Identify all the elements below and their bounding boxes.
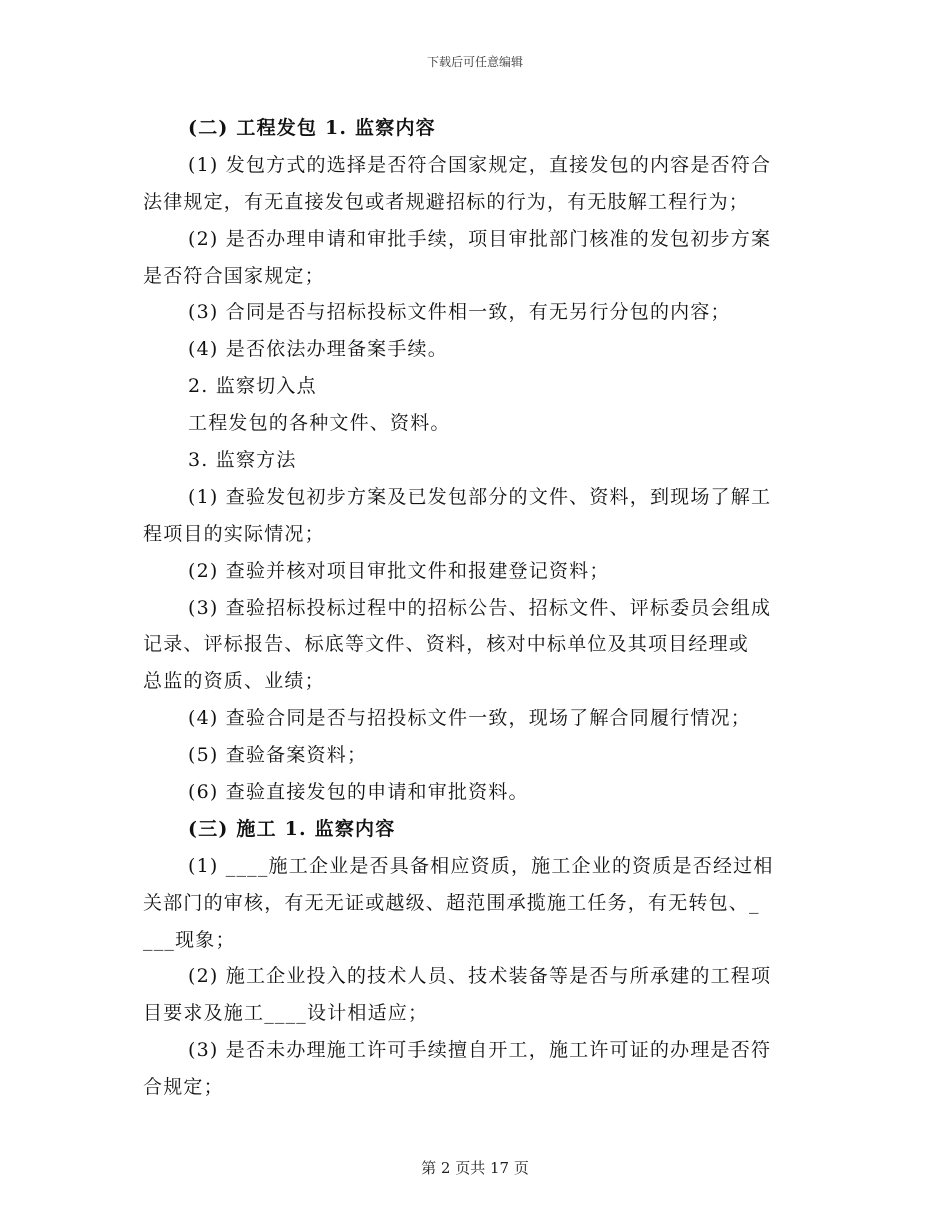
text-line: 总监的资质、业绩； — [143, 670, 325, 693]
text-line: (3) 合同是否与招标投标文件相一致，有无另行分包的内容； — [188, 301, 731, 324]
text-line: 是否符合国家规定； — [143, 264, 325, 287]
text-line: 程项目的实际情况； — [143, 522, 325, 545]
text-line: (1) 发包方式的选择是否符合国家规定，直接发包的内容是否符合 — [188, 153, 772, 176]
page-header: 下载后可任意编辑 — [426, 55, 523, 69]
text-line: 3. 监察方法 — [188, 449, 297, 472]
text-line: (4) 查验合同是否与招投标文件一致，现场了解合同履行情况； — [188, 707, 751, 730]
text-line: (6) 查验直接发包的申请和审批资料。 — [188, 781, 529, 804]
text-line: (2) 施工企业投入的技术人员、技术装备等是否与所承建的工程项 — [188, 965, 772, 988]
text-line: 记录、评标报告、标底等文件、资料，核对中标单位及其项目经理或 — [143, 633, 750, 656]
page-footer: 第 2 页共 17 页 — [421, 1159, 529, 1177]
text-line: (2) 查验并核对项目审批文件和报建登记资料； — [188, 559, 610, 582]
text-line: 工程发包的各种文件、资料。 — [188, 412, 451, 435]
text-line: 合规定； — [143, 1076, 224, 1099]
text-line: 法律规定，有无直接发包或者规避招标的行为，有无肢解工程行为； — [143, 190, 750, 213]
document-body — [143, 110, 811, 1106]
text-line: (1) ____施工企业是否具备相应资质，施工企业的资质是否经过相 — [188, 854, 774, 877]
text-line: (1) 查验发包初步方案及已发包部分的文件、资料，到现场了解工 — [188, 485, 772, 508]
text-line: (5) 查验备案资料； — [188, 744, 368, 767]
text-line: 2. 监察切入点 — [188, 375, 317, 398]
section-heading: (三) 施工 1. 监察内容 — [188, 817, 396, 840]
text-line: (3) 是否未办理施工许可手续擅自开工，施工许可证的办理是否符 — [188, 1039, 772, 1062]
text-line: (4) 是否依法办理备案手续。 — [188, 338, 448, 361]
section-heading: (二) 工程发包 1. 监察内容 — [188, 117, 436, 139]
text-line: (2) 是否办理申请和审批手续，项目审批部门核准的发包初步方案 — [188, 227, 772, 250]
text-line: 目要求及施工____设计相适应； — [143, 1002, 429, 1025]
text-line: (3) 查验招标投标过程中的招标公告、招标文件、评标委员会组成 — [188, 596, 772, 619]
text-line: 关部门的审核，有无无证或越级、超范围承揽施工任务，有无转包、_ — [143, 891, 760, 914]
text-line: ___现象； — [143, 928, 236, 951]
